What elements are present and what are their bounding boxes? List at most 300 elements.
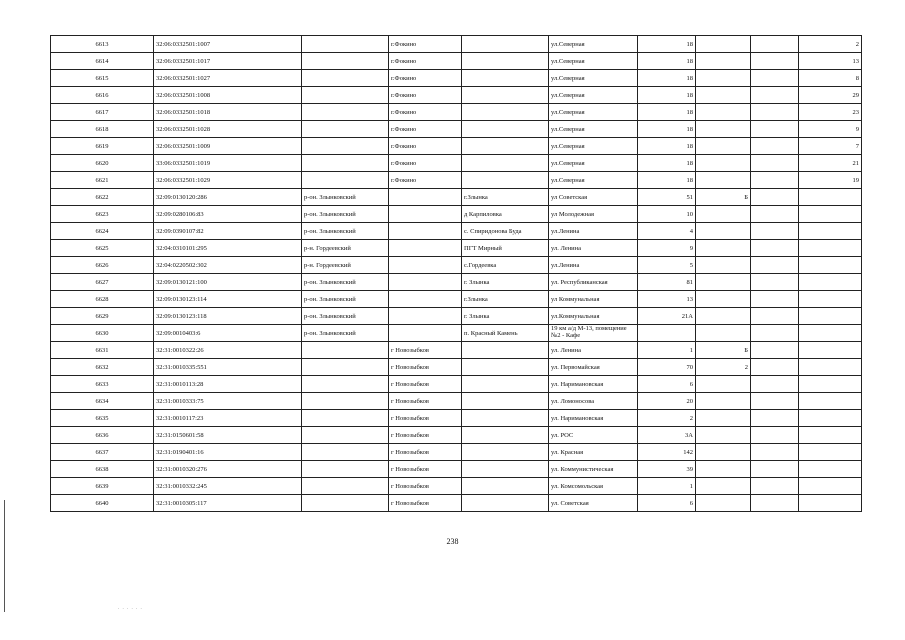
cell-apartment-block (751, 189, 799, 206)
cell-street: ул.Ленина (549, 223, 638, 240)
cell-row-number: 6633 (51, 376, 154, 393)
cell-street: ул Молодежная (549, 206, 638, 223)
cell-district: р-он. Злынковский (302, 308, 389, 325)
cell-apartment (799, 274, 862, 291)
cell-building (696, 36, 751, 53)
cell-apartment (799, 359, 862, 376)
cell-apartment-block (751, 121, 799, 138)
cell-apartment: 9 (799, 121, 862, 138)
cell-apartment-block (751, 274, 799, 291)
cell-city: г Новозыбков (389, 495, 462, 512)
cell-building (696, 138, 751, 155)
cell-cadastral-number: 32:31:0010332:245 (154, 478, 302, 495)
cell-district (302, 478, 389, 495)
cell-cadastral-number: 32:04:0220502:302 (154, 257, 302, 274)
cell-settlement: г. Злынка (462, 274, 549, 291)
cell-apartment: 19 (799, 172, 862, 189)
table-row (51, 427, 862, 444)
cell-city (389, 308, 462, 325)
cell-apartment: 21 (799, 155, 862, 172)
cell-house-number: 18 (638, 36, 696, 53)
cell-city (389, 291, 462, 308)
cell-street: ул. Ленина (549, 342, 638, 359)
cell-apartment: 7 (799, 138, 862, 155)
cell-settlement: ПГТ Мирный (462, 240, 549, 257)
cell-cadastral-number: 32:09:0130121:100 (154, 274, 302, 291)
cell-cadastral-number: 32:09:0280106:83 (154, 206, 302, 223)
cell-building: Б (696, 342, 751, 359)
cell-city: г Новозыбков (389, 376, 462, 393)
cell-building (696, 240, 751, 257)
cell-cadastral-number: 32:31:0010335:551 (154, 359, 302, 376)
cell-house-number (638, 325, 696, 342)
cell-city: г Новозыбков (389, 342, 462, 359)
cell-building (696, 376, 751, 393)
cell-settlement (462, 393, 549, 410)
cell-building (696, 53, 751, 70)
cell-district: р-он. Злынковский (302, 206, 389, 223)
cell-row-number: 6632 (51, 359, 154, 376)
cell-street: ул. Наримановская (549, 376, 638, 393)
cell-building: Б (696, 189, 751, 206)
table-row (51, 308, 862, 325)
cell-district (302, 376, 389, 393)
cell-cadastral-number: 32:31:0010322:26 (154, 342, 302, 359)
cell-apartment-block (751, 393, 799, 410)
cell-house-number: 6 (638, 495, 696, 512)
cell-row-number: 6635 (51, 410, 154, 427)
cell-house-number: 3А (638, 427, 696, 444)
cell-house-number: 1 (638, 342, 696, 359)
cell-apartment: 2 (799, 36, 862, 53)
cell-cadastral-number: 32:31:0150601:58 (154, 427, 302, 444)
cell-apartment-block (751, 376, 799, 393)
cell-building (696, 70, 751, 87)
cell-cadastral-number: 32:06:0332501:1009 (154, 138, 302, 155)
cell-apartment (799, 189, 862, 206)
cell-cadastral-number: 32:31:0010117:23 (154, 410, 302, 427)
cell-street: ул.Северная (549, 155, 638, 172)
table-row (51, 461, 862, 478)
cell-street: ул.Северная (549, 138, 638, 155)
cell-street: ул.Ленина (549, 257, 638, 274)
table-row (51, 495, 862, 512)
cell-apartment (799, 291, 862, 308)
margin-line (4, 500, 5, 612)
cell-row-number: 6616 (51, 87, 154, 104)
table-row (51, 155, 862, 172)
cell-district: р-он. Злынковский (302, 223, 389, 240)
cell-street: ул.Северная (549, 172, 638, 189)
cell-building (696, 478, 751, 495)
cell-apartment-block (751, 104, 799, 121)
cell-building (696, 495, 751, 512)
cell-settlement (462, 104, 549, 121)
cell-building (696, 104, 751, 121)
table-row (51, 444, 862, 461)
cell-settlement (462, 359, 549, 376)
cell-street: ул. Комсомольская (549, 478, 638, 495)
cell-apartment-block (751, 223, 799, 240)
cell-district: р-н. Гордеевский (302, 240, 389, 257)
table-row (51, 359, 862, 376)
cell-apartment (799, 376, 862, 393)
cell-apartment (799, 257, 862, 274)
cell-cadastral-number: 32:06:0332501:1029 (154, 172, 302, 189)
cell-settlement: п. Красный Камень (462, 325, 549, 342)
cell-cadastral-number: 32:31:0010305:117 (154, 495, 302, 512)
cell-house-number: 20 (638, 393, 696, 410)
cell-cadastral-number: 32:06:0332501:1017 (154, 53, 302, 70)
cell-street: ул. Красная (549, 444, 638, 461)
cell-house-number: 18 (638, 53, 696, 70)
cell-row-number: 6619 (51, 138, 154, 155)
cell-row-number: 6625 (51, 240, 154, 257)
cell-city: г.Фокино (389, 155, 462, 172)
cell-cadastral-number: 32:09:0130123:114 (154, 291, 302, 308)
cell-settlement (462, 342, 549, 359)
cell-apartment (799, 240, 862, 257)
table-row (51, 342, 862, 359)
cell-apartment-block (751, 359, 799, 376)
cell-house-number: 13 (638, 291, 696, 308)
cell-apartment-block (751, 87, 799, 104)
table-row (51, 257, 862, 274)
cell-city (389, 189, 462, 206)
cell-row-number: 6621 (51, 172, 154, 189)
table-row (51, 36, 862, 53)
cell-cadastral-number: 32:06:0332501:1007 (154, 36, 302, 53)
cell-street: ул.Коммунальная (549, 308, 638, 325)
cell-row-number: 6617 (51, 104, 154, 121)
cell-house-number: 6 (638, 376, 696, 393)
cell-house-number: 4 (638, 223, 696, 240)
cell-settlement (462, 410, 549, 427)
cell-house-number: 18 (638, 138, 696, 155)
cell-district: р-он. Злынковский (302, 189, 389, 206)
cell-settlement (462, 478, 549, 495)
cell-settlement (462, 53, 549, 70)
cell-house-number: 81 (638, 274, 696, 291)
cell-row-number: 6636 (51, 427, 154, 444)
cell-apartment-block (751, 53, 799, 70)
cell-city: г Новозыбков (389, 461, 462, 478)
cell-settlement (462, 461, 549, 478)
cell-apartment-block (751, 342, 799, 359)
cell-district (302, 427, 389, 444)
cell-settlement (462, 121, 549, 138)
cell-house-number: 18 (638, 121, 696, 138)
table-row (51, 376, 862, 393)
cell-row-number: 6624 (51, 223, 154, 240)
cell-street: ул. Наримановская (549, 410, 638, 427)
cell-city: г Новозыбков (389, 410, 462, 427)
cell-row-number: 6638 (51, 461, 154, 478)
cell-house-number: 18 (638, 87, 696, 104)
cell-row-number: 6629 (51, 308, 154, 325)
cell-row-number: 6626 (51, 257, 154, 274)
cell-row-number: 6639 (51, 478, 154, 495)
cell-apartment-block (751, 240, 799, 257)
cell-district (302, 53, 389, 70)
cell-district: р-он. Злынковский (302, 291, 389, 308)
cell-cadastral-number: 32:09:0390107:82 (154, 223, 302, 240)
cell-street: ул Советская (549, 189, 638, 206)
cell-building (696, 291, 751, 308)
cell-row-number: 6620 (51, 155, 154, 172)
cell-district: р-н. Гордеевский (302, 257, 389, 274)
cell-city (389, 257, 462, 274)
cell-building (696, 444, 751, 461)
cell-cadastral-number: 32:31:0190401:16 (154, 444, 302, 461)
cell-street: ул.Северная (549, 104, 638, 121)
cell-city: г.Фокино (389, 121, 462, 138)
cell-apartment-block (751, 444, 799, 461)
cell-house-number: 5 (638, 257, 696, 274)
table-row (51, 53, 862, 70)
cell-city: г Новозыбков (389, 478, 462, 495)
cell-cadastral-number: 32:31:0010333:75 (154, 393, 302, 410)
cell-cadastral-number: 32:06:0332501:1008 (154, 87, 302, 104)
cell-city: г.Фокино (389, 36, 462, 53)
cell-street: ул. Ломоносова (549, 393, 638, 410)
cell-apartment (799, 206, 862, 223)
cell-apartment-block (751, 155, 799, 172)
cell-settlement (462, 155, 549, 172)
cell-settlement (462, 444, 549, 461)
cell-house-number: 39 (638, 461, 696, 478)
cell-district (302, 461, 389, 478)
table-row (51, 478, 862, 495)
cell-apartment (799, 495, 862, 512)
cell-district (302, 104, 389, 121)
cell-apartment (799, 478, 862, 495)
cell-settlement: г.Злынка (462, 291, 549, 308)
cell-city: г.Фокино (389, 138, 462, 155)
cell-city: г Новозыбков (389, 393, 462, 410)
cell-apartment (799, 410, 862, 427)
cell-house-number: 18 (638, 155, 696, 172)
cell-cadastral-number: 32:06:0332501:1018 (154, 104, 302, 121)
cell-row-number: 6614 (51, 53, 154, 70)
cell-district (302, 70, 389, 87)
cell-building (696, 393, 751, 410)
cell-apartment (799, 393, 862, 410)
cell-street: ул. Республиканская (549, 274, 638, 291)
cell-settlement (462, 495, 549, 512)
cell-apartment-block (751, 427, 799, 444)
cell-settlement (462, 87, 549, 104)
cell-house-number: 9 (638, 240, 696, 257)
table-row (51, 393, 862, 410)
cell-apartment: 23 (799, 104, 862, 121)
table-row (51, 274, 862, 291)
cell-house-number: 70 (638, 359, 696, 376)
cell-apartment (799, 223, 862, 240)
cell-row-number: 6634 (51, 393, 154, 410)
cell-city (389, 223, 462, 240)
cell-house-number: 10 (638, 206, 696, 223)
cell-building (696, 410, 751, 427)
cell-cadastral-number: 32:09:0010403:6 (154, 325, 302, 342)
cell-city (389, 206, 462, 223)
cell-district (302, 444, 389, 461)
cell-street: ул Коммунальная (549, 291, 638, 308)
cell-apartment (799, 427, 862, 444)
table-row (51, 138, 862, 155)
table-row (51, 70, 862, 87)
cell-apartment-block (751, 410, 799, 427)
cell-city: г.Фокино (389, 53, 462, 70)
cell-street: ул. Первомайская (549, 359, 638, 376)
cell-street: 19 км а/д М-13, помещение №2 - Кафе (549, 325, 638, 342)
cell-settlement (462, 172, 549, 189)
cell-cadastral-number: 32:09:0130120:286 (154, 189, 302, 206)
cell-building (696, 172, 751, 189)
cell-settlement (462, 138, 549, 155)
cell-apartment (799, 308, 862, 325)
cell-city (389, 325, 462, 342)
cell-district (302, 393, 389, 410)
page-number: 238 (446, 537, 459, 546)
cell-street: ул. РОС (549, 427, 638, 444)
cell-settlement (462, 36, 549, 53)
cell-district (302, 87, 389, 104)
table-row (51, 104, 862, 121)
cell-row-number: 6623 (51, 206, 154, 223)
table-row (51, 121, 862, 138)
cell-apartment: 29 (799, 87, 862, 104)
cell-apartment-block (751, 495, 799, 512)
table-row (51, 410, 862, 427)
cell-apartment-block (751, 478, 799, 495)
cell-building (696, 325, 751, 342)
cell-building (696, 461, 751, 478)
cell-row-number: 6640 (51, 495, 154, 512)
cell-street: ул. Ленина (549, 240, 638, 257)
cell-cadastral-number: 33:06:0332501:1019 (154, 155, 302, 172)
cell-building (696, 257, 751, 274)
cell-apartment-block (751, 291, 799, 308)
cell-building: 2 (696, 359, 751, 376)
cell-city: г.Фокино (389, 172, 462, 189)
cell-house-number: 21А (638, 308, 696, 325)
cell-street: ул.Северная (549, 36, 638, 53)
cell-street: ул.Северная (549, 121, 638, 138)
cell-row-number: 6630 (51, 325, 154, 342)
cell-city: г Новозыбков (389, 359, 462, 376)
table-row (51, 291, 862, 308)
cell-settlement: д Карпиловка (462, 206, 549, 223)
cell-city (389, 240, 462, 257)
cell-city: г.Фокино (389, 87, 462, 104)
cell-building (696, 155, 751, 172)
cell-apartment (799, 325, 862, 342)
cell-district (302, 495, 389, 512)
cell-building (696, 427, 751, 444)
cell-house-number: 51 (638, 189, 696, 206)
cell-city: г Новозыбков (389, 444, 462, 461)
footer-mark: . . . . . . (118, 606, 143, 611)
cell-district: р-он. Злынковский (302, 274, 389, 291)
cell-city: г.Фокино (389, 70, 462, 87)
cell-district (302, 121, 389, 138)
cell-cadastral-number: 32:09:0130123:118 (154, 308, 302, 325)
cell-settlement (462, 70, 549, 87)
table-row (51, 206, 862, 223)
cell-district (302, 155, 389, 172)
table-row (51, 223, 862, 240)
cell-apartment-block (751, 206, 799, 223)
cell-house-number: 142 (638, 444, 696, 461)
cell-row-number: 6627 (51, 274, 154, 291)
cell-cadastral-number: 32:31:0010113:28 (154, 376, 302, 393)
table-row (51, 189, 862, 206)
cell-settlement: г. Злынка (462, 308, 549, 325)
cell-street: ул.Северная (549, 70, 638, 87)
cell-settlement: с. Спиридонова Буда (462, 223, 549, 240)
cell-city (389, 274, 462, 291)
cell-cadastral-number: 32:06:0332501:1028 (154, 121, 302, 138)
cell-row-number: 6622 (51, 189, 154, 206)
cell-row-number: 6637 (51, 444, 154, 461)
cell-district (302, 172, 389, 189)
cell-apartment-block (751, 36, 799, 53)
cell-apartment (799, 444, 862, 461)
cell-district (302, 36, 389, 53)
cell-cadastral-number: 32:06:0332501:1027 (154, 70, 302, 87)
registry-table-body (51, 36, 862, 512)
cell-street: ул.Северная (549, 87, 638, 104)
cell-cadastral-number: 32:31:0010320:276 (154, 461, 302, 478)
table-row (51, 172, 862, 189)
cell-apartment-block (751, 308, 799, 325)
cell-house-number: 2 (638, 410, 696, 427)
cell-settlement: г.Злынка (462, 189, 549, 206)
cell-row-number: 6631 (51, 342, 154, 359)
cell-district (302, 342, 389, 359)
cell-building (696, 223, 751, 240)
cell-apartment: 13 (799, 53, 862, 70)
cell-apartment-block (751, 172, 799, 189)
cell-building (696, 206, 751, 223)
cell-apartment-block (751, 257, 799, 274)
cell-street: ул.Северная (549, 53, 638, 70)
cell-street: ул. Советская (549, 495, 638, 512)
table-row (51, 87, 862, 104)
cell-building (696, 121, 751, 138)
cell-settlement: с.Гордеевка (462, 257, 549, 274)
cell-cadastral-number: 32:04:0310101:295 (154, 240, 302, 257)
table-row (51, 325, 862, 342)
cell-row-number: 6613 (51, 36, 154, 53)
cell-row-number: 6628 (51, 291, 154, 308)
cell-district (302, 410, 389, 427)
cell-city: г Новозыбков (389, 427, 462, 444)
cell-house-number: 1 (638, 478, 696, 495)
cell-apartment-block (751, 138, 799, 155)
cell-street: ул. Коммунистическая (549, 461, 638, 478)
cell-building (696, 308, 751, 325)
cell-apartment-block (751, 325, 799, 342)
cell-building (696, 87, 751, 104)
cell-house-number: 18 (638, 70, 696, 87)
cell-house-number: 18 (638, 104, 696, 121)
cell-district: р-он. Злынковский (302, 325, 389, 342)
cell-building (696, 274, 751, 291)
table-row (51, 240, 862, 257)
cell-apartment (799, 342, 862, 359)
